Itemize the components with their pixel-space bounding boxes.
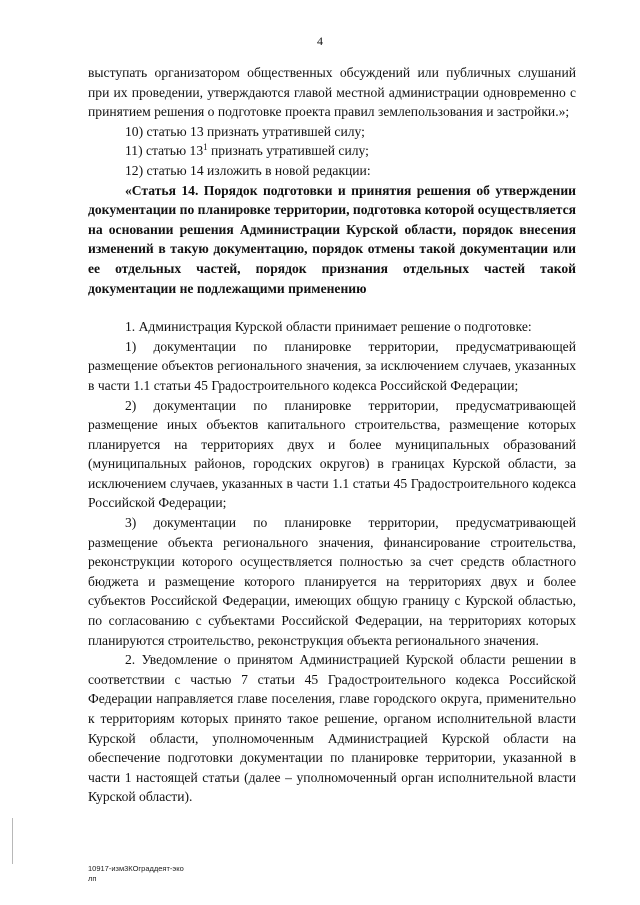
footer-file-code: 10917-изм3КОграддеят-эко [88, 864, 184, 873]
paragraph-item-10: 10) статью 13 признать утратившей силу; [125, 123, 365, 139]
document-body [88, 63, 576, 807]
paragraph-continuation: выступать организатором общественных обсуждений или публичных слушаний при их проведении, утверждаются главой местной администрации одновременно с принятием решения о подготовке проекта правил землепользования и застройки.»; [88, 65, 576, 120]
paragraph-part-1: 1. Администрация Курской области принимает решение о подготовке: [125, 319, 532, 335]
item-11-text-end: признать утратившей силу; [207, 143, 369, 159]
item-11-superscript: 1 [203, 142, 208, 153]
paragraph-subitem-3: 3) документации по планировке территории, предусматривающей размещение объекта регионального значения, финансирование строительства, реконструкции которого осуществляется полностью за счет средств областного бюджета и размещение которого планируется на территориях двух и более субъектов Российской Федерации, имеющих общую границу с Курской областью, по согласованию с субъектами Российской Федерации, на территориях которых планируются строительство, реконструкция объекта регионального значения. [88, 515, 576, 648]
paragraph-subitem-1: 1) документации по планировке территории, предусматривающей размещение объектов регионального значения, за исключением случаев, указанных в части 1.1 статьи 45 Градостроительного кодекса Российской Федерации; [88, 338, 576, 393]
footer-initials: лп [88, 874, 97, 883]
paragraph-item-12: 12) статью 14 изложить в новой редакции: [125, 162, 371, 178]
page-number: 4 [317, 34, 323, 48]
paragraph-subitem-2: 2) документации по планировке территории, предусматривающей размещение иных объектов капитального строительства, размещение которых планируется на территориях двух и более муниципальных образований (муниципальных районов, городских округов) в границах Курской области, за исключением случаев, указанных в части 1.1 статьи 45 Градостроительного кодекса Российской Федерации; [88, 397, 576, 511]
paragraph-item-11 [88, 141, 576, 161]
item-11-text: 11) статью 13 [125, 143, 204, 159]
document-footer [88, 864, 184, 884]
article-heading: «Статья 14. Порядок подготовки и принятия решения об утверждении документации по планировке территории, подготовка которой осуществляется на основании решения Администрации Курской области, порядок внесения изменений в такую документацию, порядок отмены такой документации или ее отдельных частей, порядок признания отдельных частей такой документации не подлежащими применению [88, 182, 576, 296]
scan-margin-mark [12, 818, 13, 864]
paragraph-part-2: 2. Уведомление о принятом Администрацией Курской области решении в соответствии с частью 7 статьи 45 Градостроительного кодекса Российской Федерации направляется главе поселения, главе городского округа, применительно к территориям которых принято такое решение, органом исполнительной власти Курской области, уполномоченным Администрацией Курской области на обеспечение подготовки документации по планировке территории, указанной в части 1 настоящей статьи (далее – уполномоченный орган исполнительной власти Курской области). [88, 652, 576, 805]
